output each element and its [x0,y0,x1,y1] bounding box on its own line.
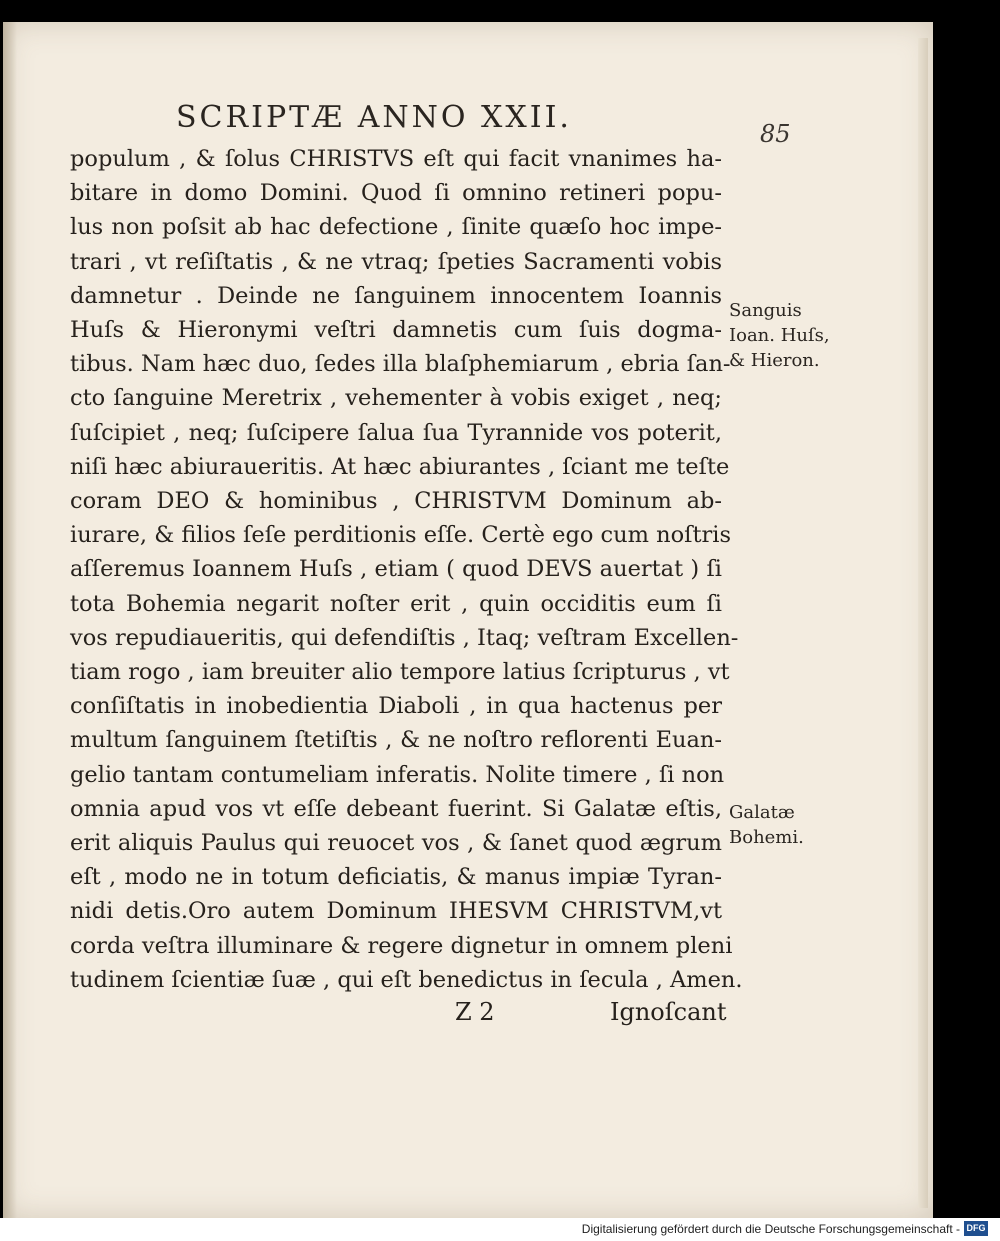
margin-note-line: Sanguis [729,300,802,321]
text-line-7: tibus. Nam hæc duo, ſedes illa blaſphemiarum , ebria ſan- [70,351,731,378]
text-line-13: aſſeremus Ioannem Huſs , etiam ( quod DEVS auertat ) ſi [70,556,722,583]
text-line-16: tiam rogo , iam breuiter alio tempore latius ſcripturus , vt [70,659,730,686]
margin-note-line: Bohemi. [729,827,804,848]
text-line-22: eſt , modo ne in totum deficiatis, & manus impiæ Tyran- [70,864,722,891]
page-number: 85 [760,120,791,148]
text-line-17: conſiſtatis in inobedientia Diaboli , in qua hactenus per [70,693,722,720]
margin-note-sanguis [729,298,830,373]
text-line-24: corda veſtra illuminare & regere dignetur in omnem pleni [70,932,733,959]
running-head: SCRIPTÆ ANNO XXII. [176,100,572,135]
catchword: Ignoſcant [610,998,727,1026]
text-line-9: ſuſcipiet , neq; ſuſcipere ſalua ſua Tyrannide vos poterit, [70,419,722,446]
text-line-11: coram DEO & hominibus , CHRISTVM Dominum ab- [70,488,722,515]
text-line-5: damnetur . Deinde ne ſanguinem innocentem Ioannis [70,282,722,309]
digitization-footer [0,1218,1000,1241]
text-line-12: iurare, & filios ſeſe perditionis eſſe. Certè ego cum noſtris [70,522,732,549]
text-line-8: cto ſanguine Meretrix , vehementer à vobis exiget , neq; [70,385,722,412]
text-line-25: tudinem ſcientiæ ſuæ , qui eſt benedictus in ſecula , Amen. [70,966,743,993]
body-text [70,142,743,997]
text-line-15: vos repudiaueritis, qui defendiſtis , Itaq; veſtram Excellen- [70,624,739,651]
text-line-6: Huſs & Hieronymi veſtri damnetis cum ſuis dogma- [70,317,722,344]
text-line-2: bitare in domo Domini. Quod ſi omnino retineri popu- [70,180,722,207]
text-line-23: nidi detis.Oro autem Dominum IHESVM CHRISTVM,vt [70,898,722,925]
text-line-20: omnia apud vos vt eſſe debeant fuerint. Si Galatæ eſtis, [70,795,722,822]
page-edge [918,38,928,1208]
margin-note-line: Galatæ [729,802,795,823]
text-line-10: niſi hæc abiuraueritis. At hæc abiurantes , ſciant me teſte [70,453,730,480]
text-line-18: multum ſanguinem ſtetiſtis , & ne noſtro reflorenti Euan- [70,727,722,754]
gutter-shadow [3,22,17,1218]
text-line-4: trari , vt reſiſtatis , & ne vtraq; ſpeties Sacramenti vobis [70,248,722,275]
dfg-logo-icon: DFG [964,1221,988,1236]
text-line-21: erit aliquis Paulus qui reuocet vos , & ſanet quod ægrum [70,830,722,857]
text-line-1: populum , & ſolus CHRISTVS eſt qui facit vnanimes ha- [70,146,722,172]
margin-note-line: & Hieron. [729,350,820,371]
margin-note-galatae [729,800,804,850]
text-line-3: lus non poſsit ab hac defectione , ſinite quæſo hoc impe- [70,214,722,241]
text-line-14: tota Bohemia negarit noſter erit , quin occiditis eum ſi [70,590,722,617]
signature-mark: Z 2 [455,998,495,1026]
text-line-19: gelio tantam contumeliam inferatis. Nolite timere , ſi non [70,761,725,788]
funding-credit: Digitalisierung gefördert durch die Deutsche Forschungsgemeinschaft - [581,1222,960,1236]
margin-note-line: Ioan. Huſs, [729,325,830,346]
